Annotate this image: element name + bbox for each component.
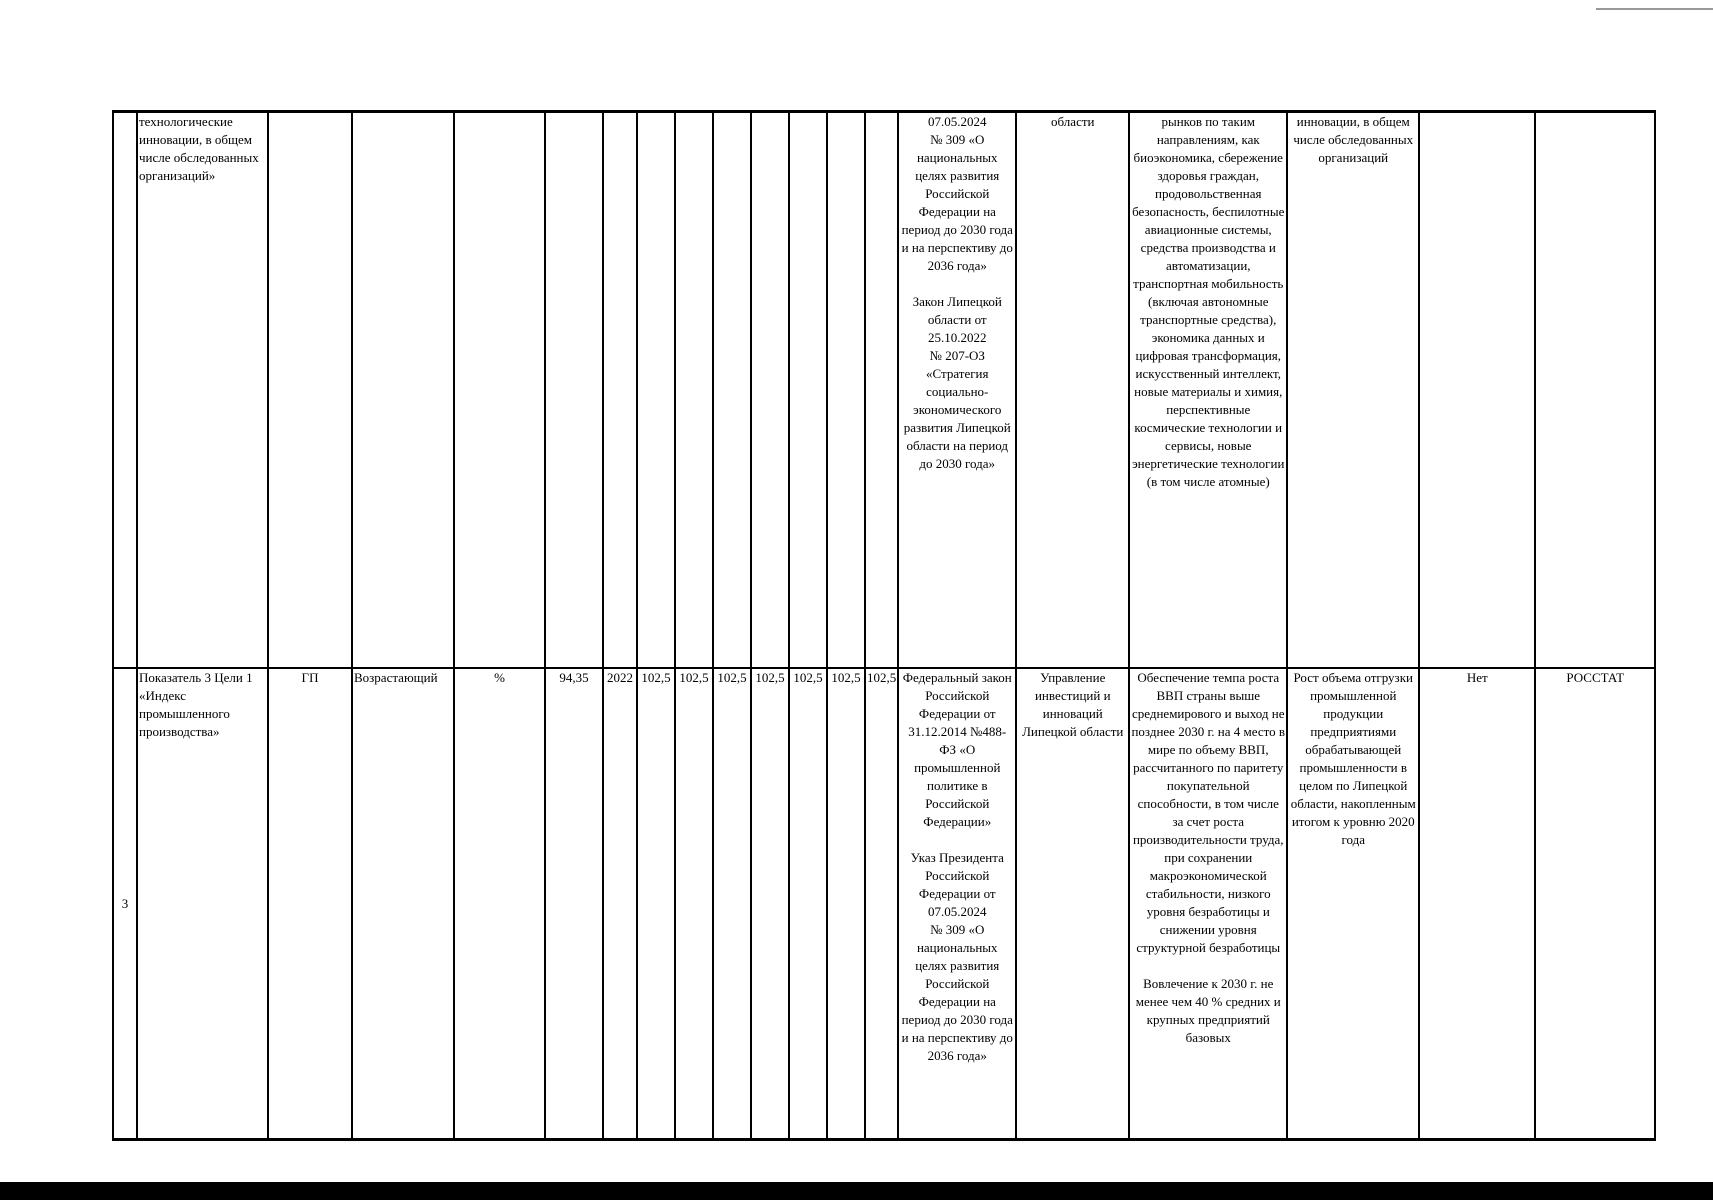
year-value: 102,5 [865, 668, 898, 1140]
indicator-name: технологические инновации, в общем числе обследованных организаций» [137, 112, 268, 669]
year-value [675, 112, 713, 669]
unit: % [454, 668, 545, 1140]
indicator-level: ГП [268, 668, 352, 1140]
regulatory-documents: Федеральный закон Российской Федерации от 31.12.2014 №488-ФЗ «О промышленной политике в Российской Федерации» Указ Президента Российской Федерации от 07.05.2024 № 309 «О национальных целях развития Российской Федерации на период до 2030 года и на перспективу до 2036 года» [898, 668, 1016, 1140]
responsible-body: области [1016, 112, 1129, 669]
year-value [751, 112, 789, 669]
table-row [113, 112, 1655, 669]
indicator-direction [352, 112, 454, 669]
year-value: 102,5 [637, 668, 675, 1140]
unit [454, 112, 545, 669]
indicator-direction: Возрастающий [352, 668, 454, 1140]
year-value: 102,5 [751, 668, 789, 1140]
scan-top-line [1596, 8, 1713, 10]
related-indicator: инновации, в общем числе обследованных организаций [1287, 112, 1419, 669]
year-value: 102,5 [675, 668, 713, 1140]
base-year: 2022 [603, 668, 637, 1140]
base-year [603, 112, 637, 669]
info-system [1419, 112, 1535, 669]
regulatory-documents: 07.05.2024 № 309 «О национальных целях развития Российской Федерации на период до 2030 года и на перспективу до 2036 года» Закон Липецкой области от 25.10.2022 № 207-ОЗ «Стратегия социально-экономического развития Липецкой области на период до 2030 года» [898, 112, 1016, 669]
table-row [113, 668, 1655, 1140]
indicators-table [112, 110, 1656, 1141]
year-value: 102,5 [789, 668, 827, 1140]
base-value [545, 112, 603, 669]
responsible-body: Управление инвестиций и инноваций Липецкой области [1016, 668, 1129, 1140]
year-value: 102,5 [827, 668, 865, 1140]
national-goal: рынков по таким направлениям, как биоэкономика, сбережение здоровья граждан, продовольственная безопасность, беспилотные авиационные системы, средства производства и автоматизации, транспортная мобильность (включая автономные транспортные средства), экономика данных и цифровая трансформация, искусственный интеллект, новые материалы и химия, перспективные космические технологии и сервисы, новые энергетические технологии (в том числе атомные) [1129, 112, 1287, 669]
info-system: Нет [1419, 668, 1535, 1140]
indicator-name: Показатель 3 Цели 1 «Индекс промышленного производства» [137, 668, 268, 1140]
row-number [113, 112, 137, 669]
data-source [1535, 112, 1655, 669]
year-value: 102,5 [713, 668, 751, 1140]
data-source: РОССТАТ [1535, 668, 1655, 1140]
indicator-level [268, 112, 352, 669]
year-value [789, 112, 827, 669]
scan-bottom-band [0, 1182, 1713, 1200]
base-value: 94,35 [545, 668, 603, 1140]
year-value [827, 112, 865, 669]
related-indicator: Рост объема отгрузки промышленной продукции предприятиями обрабатывающей промышленности в целом по Липецкой области, накопленным итогом к уровню 2020 года [1287, 668, 1419, 1140]
row-number: 3 [113, 668, 137, 1140]
year-value [637, 112, 675, 669]
year-value [865, 112, 898, 669]
national-goal: Обеспечение темпа роста ВВП страны выше среднемирового и выход не позднее 2030 г. на 4 место в мире по объему ВВП, рассчитанного по паритету покупательной способности, в том числе за счет роста производительности труда, при сохранении макроэкономической стабильности, низкого уровня безработицы и снижении уровня структурной безработицы Вовлечение к 2030 г. не менее чем 40 % средних и крупных предприятий базовых [1129, 668, 1287, 1140]
year-value [713, 112, 751, 669]
